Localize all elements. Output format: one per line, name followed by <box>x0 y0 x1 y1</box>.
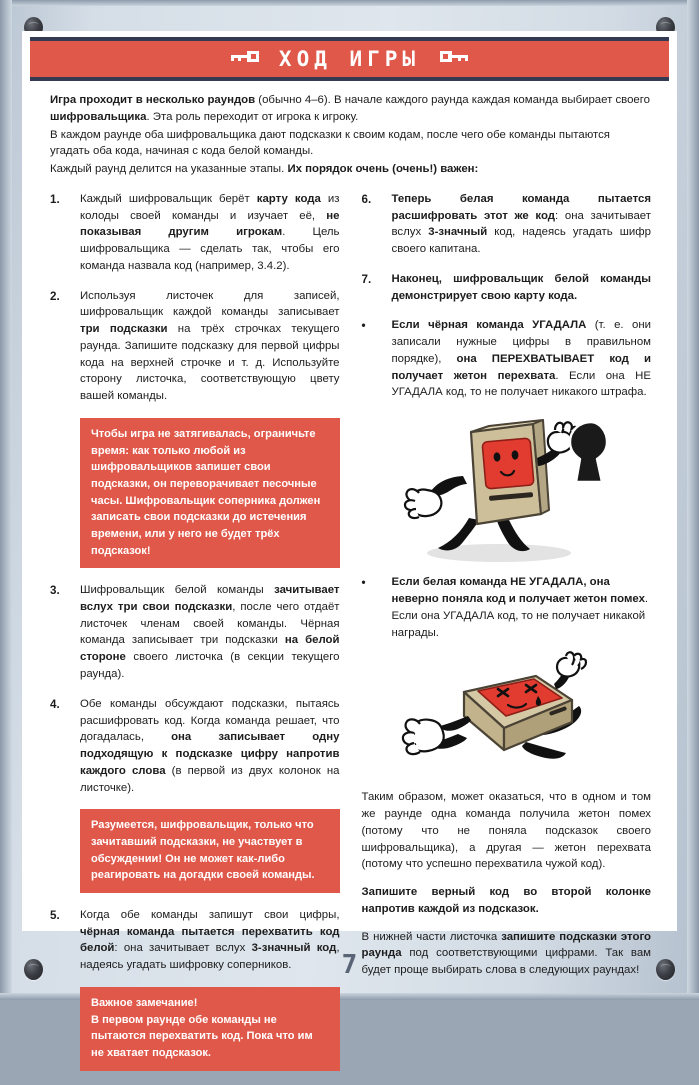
intro-block <box>50 92 651 178</box>
list-item-marker: 2. <box>50 289 60 303</box>
list-item-body: Обе команды обсуждают подсказки, пытаясь расшифровать код. Когда команда решает, что догадалась, она записывает одну подходящую к подсказке цифру напротив каждого слова (в первой из двух колонок на листочке). <box>80 697 340 794</box>
intro-paragraph-3 <box>50 161 651 178</box>
list-item <box>362 574 652 641</box>
list-item <box>362 191 652 258</box>
list-item-marker: 5. <box>50 908 60 922</box>
closing-paragraph: Таким образом, может оказаться, что в одном и том же раунде одна команда получила жетон помех (потому что не поняла подсказок своего шифровальщика), а другая — жетон перехвата (потому что успешно перехватила чужой код). <box>361 791 651 871</box>
callout-box: Чтобы игра не затягивалась, ограничьте время: как только любой из шифровальщиков запишет свои подсказки, он переворачивает песочные часы. Шифровальщик соперника должен записать свои подсказки до истечения времени, или у него не будет трёх подсказок! <box>80 418 340 568</box>
key-icon <box>231 50 261 68</box>
intro-p3-text: Каждый раунд делится на указанные этапы. <box>50 163 288 176</box>
intro-p1-bold-2: шифровальщика <box>50 110 147 123</box>
list-item <box>362 317 652 401</box>
intro-p1-text-2: . Эта роль переходит от игрока к игроку. <box>146 110 359 123</box>
callout-box: Разумеется, шифровальщик, только что зачитавший подсказки, не участвует в обсуждении! Он не может как-либо реагировать на догадки своей команды. <box>80 809 340 893</box>
callout-body: В первом раунде обе команды не пытаются перехватить код. Пока что им не хватает подсказок. <box>91 1013 313 1059</box>
page-content <box>22 81 677 1085</box>
intro-p3-bold: Их порядок очень (очень!) важен: <box>287 163 479 176</box>
list-item-marker: • <box>361 319 366 333</box>
list-item-body: Наконец, шифровальщик белой команды демонстрирует свою карту кода. <box>391 272 651 302</box>
illustration-happy-box <box>362 414 652 564</box>
list-item-marker: 3. <box>50 584 60 598</box>
list-item-body: Теперь белая команда пытается расшифровать этот же код: она зачитывает вслух 3-значный код, надеясь угадать шифр своего капитана. <box>391 192 651 256</box>
list-item <box>50 288 340 405</box>
interception-token-icon <box>570 422 607 482</box>
page-edge-left <box>0 0 12 1000</box>
page-edge-right <box>687 0 699 1000</box>
list-item-marker: 4. <box>50 697 60 711</box>
list-item <box>50 696 340 797</box>
page-title: ХОД ИГРЫ <box>278 47 421 71</box>
content-sheet <box>22 31 677 1059</box>
list-item-marker: 6. <box>361 192 372 206</box>
list-item <box>50 582 340 683</box>
list-item-body: Если белая команда НЕ УГАДАЛА, она неверно поняла код и получает жетон помех. Если она УГАДАЛА код, то не получает никакой награды. <box>391 576 649 639</box>
closing-paragraph: В нижней части листочка запишите подсказки этого раунда под соответствующими цифрами. Так вам будет проще выбирать слова в следующих раундах! <box>361 930 651 977</box>
list-item <box>362 271 652 305</box>
list-item-marker: • <box>361 576 366 590</box>
intro-p1-bold-1: Игра проходит в несколько раундов <box>50 94 256 106</box>
closing-paragraphs <box>362 789 652 979</box>
closing-paragraph: Запишите верный код во второй колонке напротив каждой из подсказок. <box>361 886 651 915</box>
list-item <box>50 191 340 275</box>
page-number: 7 <box>341 950 358 980</box>
left-column <box>50 191 340 1085</box>
list-item-body: Используя листочек для записей, шифровальщик каждой команды записывает три подсказки на трёх строчках текущего раунда. Запишите подсказку для первой цифры кода на верхней строчке и т. д. Используйте сторону листочка, соответствующую цвету вашей команды. <box>80 289 340 403</box>
illustration-dizzy-box <box>362 654 652 779</box>
list-item-marker: 1. <box>50 192 60 206</box>
list-item-body: Шифровальщик белой команды зачитывает вслух три свои подсказки, после чего отдаёт листочек членам своей команды. Чёрная команда записывает три подсказки на белой стороне своего листочка (в секции текущего раунда). <box>80 584 340 680</box>
list-item-body: Если чёрная команда УГАДАЛА (т. е. они записали нужные цифры в правильном порядке), она ПЕРЕХВАТЫВАЕТ код и получает жетон перехвата. Если она НЕ УГАДАЛА код, то не получает никакого штрафа. <box>391 319 652 399</box>
right-column <box>362 191 652 1085</box>
key-icon <box>438 50 468 68</box>
callout-title: Важное замечание! <box>91 996 198 1009</box>
page-edge-top <box>0 0 699 6</box>
list-item-marker: 7. <box>361 272 372 286</box>
list-item-body: Когда обе команды запишут свои цифры, чёрная команда пытается перехватить код белой: она зачитывает вслух 3-значный код, надеясь угадать шифровку соперников. <box>80 908 340 972</box>
intro-p1-text-1: (обычно 4–6). В начале каждого раунда каждая команда выбирает своего <box>255 94 651 106</box>
section-title-banner <box>30 37 669 81</box>
intro-paragraph-1 <box>50 92 651 126</box>
intro-paragraph-2: В каждом раунде оба шифровальщика дают подсказки к своим кодам, после чего обе команды пытаются угадать оба кода, начиная с кода белой команды. <box>50 128 610 158</box>
list-item-body: Каждый шифровальщик берёт карту кода из колоды своей команды и изучает её, не показывая другим игрокам. Цель шифровальщика — сделать так, чтобы его команда назвала код (например, 3.4.2). <box>80 192 340 272</box>
callout-box <box>80 987 340 1071</box>
